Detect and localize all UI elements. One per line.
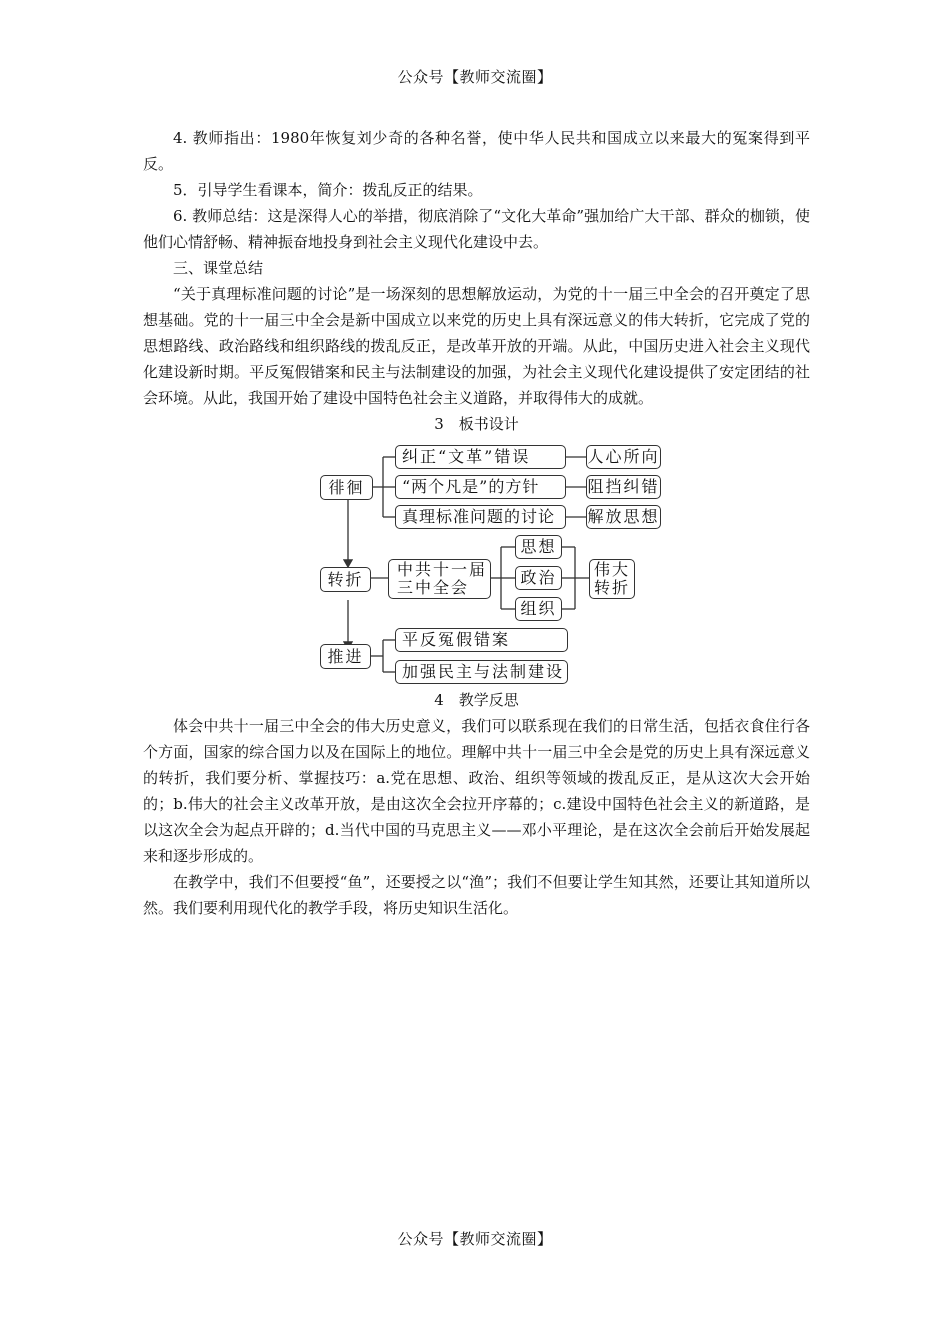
box-push-2: 加强民主与法制建设 — [395, 660, 568, 684]
box-tuijin: 推进 — [320, 644, 371, 669]
box-paihuai: 徘徊 — [320, 475, 373, 500]
weida-line-1: 伟大 — [593, 560, 630, 579]
reflection-paragraph-1: 体会中共十一届三中全会的伟大历史意义，我们可以联系现在我们的日常生活，包括衣食住行各个方面，国家的综合国力以及在国际上的地位。理解中共十一届三中全会是党的历史上具有深远意义的转折，我们要分析、掌握技巧：a.党在思想、政治、组织等领域的拨乱反正，是从这次大会开始的；b.伟大的社会主义改革开放，是由这次全会拉开序幕的；c.建设中国特色社会主义的新道路，是以这次全会为起点开辟的；d.当代中国的马克思主义——邓小平理论，是在这次全会前后开始发展起来和逐步形成的。 — [143, 717, 810, 865]
box-row1-mid: 纠正“文革”错误 — [395, 445, 566, 469]
box-weida-zhuanzhe — [589, 559, 635, 599]
paragraph-4: 4. 教师指出：1980年恢复刘少奇的各种名誉，使中华人民共和国成立以来最大的冤案得到平反。 — [143, 129, 810, 173]
summary-paragraph: “关于真理标准问题的讨论”是一场深刻的思想解放运动，为党的十一届三中全会的召开奠定了思想基础。党的十一届三中全会是新中国成立以来党的历史上具有深远意义的伟大转折，它完成了党的思想路线、政治路线和组织路线的拨乱反正，是改革开放的开端。从此，中国历史进入社会主义现代化建设新时期。平反冤假错案和民主与法制建设的加强，为社会主义现代化建设提供了安定团结的社会环境。从此，我国开始了建设中国特色社会主义道路，并取得伟大的成就。 — [143, 285, 810, 407]
section-heading-summary: 三、课堂总结 — [173, 259, 264, 277]
document-body — [143, 125, 810, 921]
page-header: 公众号【教师交流圈】 — [397, 68, 553, 86]
plenum-line-2: 三中全会 — [397, 578, 470, 597]
box-row3-mid: 真理标准问题的讨论 — [395, 505, 566, 529]
section-3-title: 3 板书设计 — [434, 415, 519, 433]
box-sixiang: 思想 — [515, 535, 562, 559]
weida-line-2: 转折 — [593, 578, 630, 597]
box-row1-right: 人心所向 — [586, 445, 661, 469]
box-row2-right: 阻挡纠错 — [586, 475, 661, 499]
page-footer: 公众号【教师交流圈】 — [397, 1230, 553, 1248]
section-4-title: 4 教学反思 — [434, 691, 519, 709]
box-plenum — [388, 559, 491, 599]
board-design-diagram — [143, 437, 810, 687]
paragraph-6: 6. 教师总结：这是深得人心的举措，彻底消除了“文化大革命”强加给广大干部、群众的枷锁，使他们心情舒畅、精神振奋地投身到社会主义现代化建设中去。 — [143, 207, 810, 251]
box-push-1: 平反冤假错案 — [395, 628, 568, 652]
box-row3-right: 解放思想 — [586, 505, 661, 529]
box-zhuanzhe: 转折 — [320, 567, 371, 592]
plenum-line-1: 中共十一届 — [397, 560, 488, 579]
reflection-paragraph-2: 在教学中，我们不但要授“鱼”，还要授之以“渔”；我们不但要让学生知其然，还要让其知道所以然。我们要利用现代化的教学手段，将历史知识生活化。 — [143, 873, 810, 917]
box-zhengzhi: 政治 — [515, 566, 562, 590]
box-row2-mid: “两个凡是”的方针 — [395, 475, 566, 499]
box-zuzhi: 组织 — [515, 597, 562, 621]
paragraph-5: 5．引导学生看课本，简介：拨乱反正的结果。 — [173, 181, 483, 199]
